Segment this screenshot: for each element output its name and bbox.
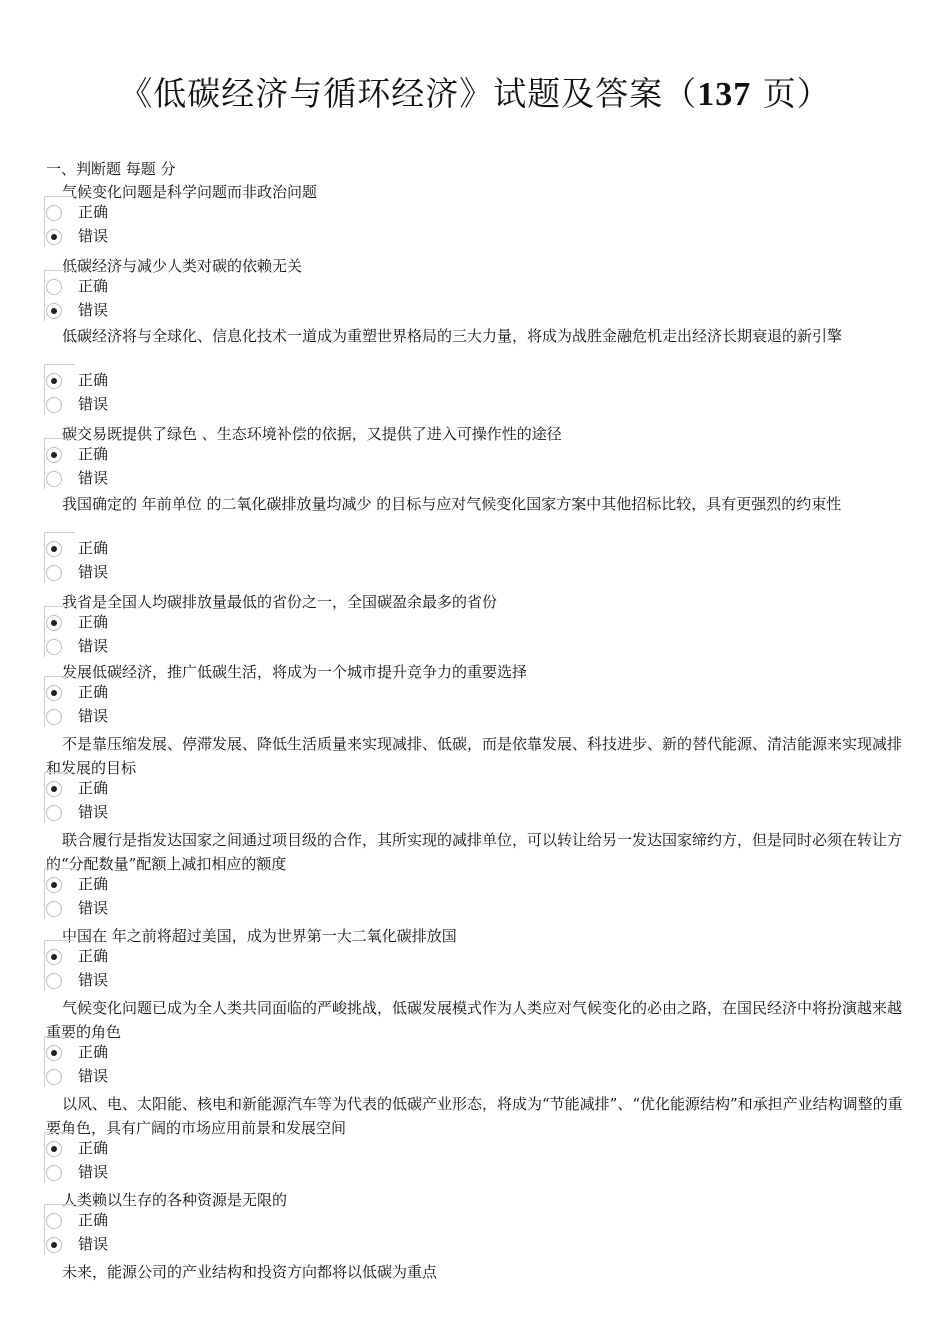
radio-wrong[interactable] — [46, 709, 62, 725]
radio-correct[interactable] — [46, 877, 62, 893]
radio-wrong[interactable] — [46, 639, 62, 655]
radio-wrong[interactable] — [46, 397, 62, 413]
question-text: 发展低碳经济，推广低碳生活，将成为一个城市提升竞争力的重要选择 — [62, 663, 528, 681]
radio-wrong[interactable] — [46, 229, 62, 245]
radio-correct[interactable] — [46, 781, 62, 797]
question-text: 气候变化问题已成为全人类共同面临的严峻挑战，低碳发展模式作为人类应对气候变化的必由之路，在国民经济中将扮演越来越重要的角色 — [46, 999, 903, 1041]
radio-wrong[interactable] — [46, 805, 62, 821]
option-label-correct: 正确 — [78, 203, 109, 221]
option-label-wrong: 错误 — [78, 637, 109, 655]
radio-correct[interactable] — [46, 447, 62, 463]
question-text: 低碳经济与减少人类对碳的依赖无关 — [62, 257, 303, 275]
option-label-correct: 正确 — [78, 445, 109, 463]
option-label-correct: 正确 — [78, 1211, 109, 1229]
radio-correct[interactable] — [46, 685, 62, 701]
radio-correct[interactable] — [46, 279, 62, 295]
section-heading: 一、判断题 每题 分 — [46, 160, 176, 178]
question-text: 碳交易既提供了绿色 、生态环境补偿的依据，又提供了进入可操作性的途径 — [62, 425, 562, 443]
option-label-wrong: 错误 — [78, 803, 109, 821]
option-label-correct: 正确 — [78, 277, 109, 295]
page-title — [0, 68, 950, 115]
question-text: 我国确定的 年前单位 的二氧化碳排放量均减少 的目标与应对气候变化国家方案中其他招标比较，具有更强烈的约束性 — [62, 495, 842, 513]
radio-correct[interactable] — [46, 205, 62, 221]
radio-correct[interactable] — [46, 949, 62, 965]
radio-wrong[interactable] — [46, 973, 62, 989]
question-text: 气候变化问题是科学问题而非政治问题 — [62, 183, 318, 201]
option-label-wrong: 错误 — [78, 563, 109, 581]
option-label-wrong: 错误 — [78, 301, 109, 319]
option-label-wrong: 错误 — [78, 1163, 109, 1181]
question-text: 中国在 年之前将超过美国，成为世界第一大二氧化碳排放国 — [62, 927, 457, 945]
question-text: 以风、电、太阳能、核电和新能源汽车等为代表的低碳产业形态，将成为“节能减排”、“优化能源结构”和承担产业结构调整的重要角色，具有广阔的市场应用前景和发展空间 — [46, 1095, 903, 1137]
option-label-correct: 正确 — [78, 1139, 109, 1157]
radio-correct[interactable] — [46, 1045, 62, 1061]
radio-correct[interactable] — [46, 373, 62, 389]
option-label-correct: 正确 — [78, 875, 109, 893]
radio-correct[interactable] — [46, 1213, 62, 1229]
option-label-wrong: 错误 — [78, 469, 109, 487]
title-suffix: 页） — [751, 74, 831, 113]
radio-correct[interactable] — [46, 541, 62, 557]
option-label-wrong: 错误 — [78, 707, 109, 725]
option-label-wrong: 错误 — [78, 227, 109, 245]
option-label-wrong: 错误 — [78, 1067, 109, 1085]
radio-wrong[interactable] — [46, 901, 62, 917]
radio-wrong[interactable] — [46, 565, 62, 581]
radio-wrong[interactable] — [46, 1165, 62, 1181]
question-text: 不是靠压缩发展、停滞发展、降低生活质量来实现减排、低碳，而是依靠发展、科技进步、新的替代能源、清洁能源来实现减排和发展的目标 — [46, 735, 903, 777]
radio-correct[interactable] — [46, 615, 62, 631]
option-label-wrong: 错误 — [78, 395, 109, 413]
question-text: 未来，能源公司的产业结构和投资方向都将以低碳为重点 — [62, 1263, 438, 1281]
option-label-wrong: 错误 — [78, 1235, 109, 1253]
option-label-correct: 正确 — [78, 539, 109, 557]
option-label-wrong: 错误 — [78, 971, 109, 989]
radio-wrong[interactable] — [46, 1237, 62, 1253]
option-label-correct: 正确 — [78, 371, 109, 389]
question-text: 我省是全国人均碳排放量最低的省份之一，全国碳盈余最多的省份 — [62, 593, 498, 611]
option-label-wrong: 错误 — [78, 899, 109, 917]
option-label-correct: 正确 — [78, 947, 109, 965]
option-label-correct: 正确 — [78, 779, 109, 797]
question-text: 人类赖以生存的各种资源是无限的 — [62, 1191, 288, 1209]
radio-wrong[interactable] — [46, 471, 62, 487]
question-text: 联合履行是指发达国家之间通过项目级的合作，其所实现的减排单位，可以转让给另一发达国家缔约方，但是同时必须在转让方的“分配数量”配额上减扣相应的额度 — [46, 831, 903, 873]
option-label-correct: 正确 — [78, 1043, 109, 1061]
radio-wrong[interactable] — [46, 303, 62, 319]
question-text: 低碳经济将与全球化、信息化技术一道成为重塑世界格局的三大力量，将成为战胜金融危机走出经济长期衰退的新引擎 — [62, 327, 843, 345]
radio-wrong[interactable] — [46, 1069, 62, 1085]
title-prefix: 《低碳经济与循环经济》试题及答案（ — [119, 74, 698, 113]
radio-correct[interactable] — [46, 1141, 62, 1157]
title-page-count: 137 — [697, 76, 752, 113]
option-label-correct: 正确 — [78, 613, 109, 631]
option-label-correct: 正确 — [78, 683, 109, 701]
